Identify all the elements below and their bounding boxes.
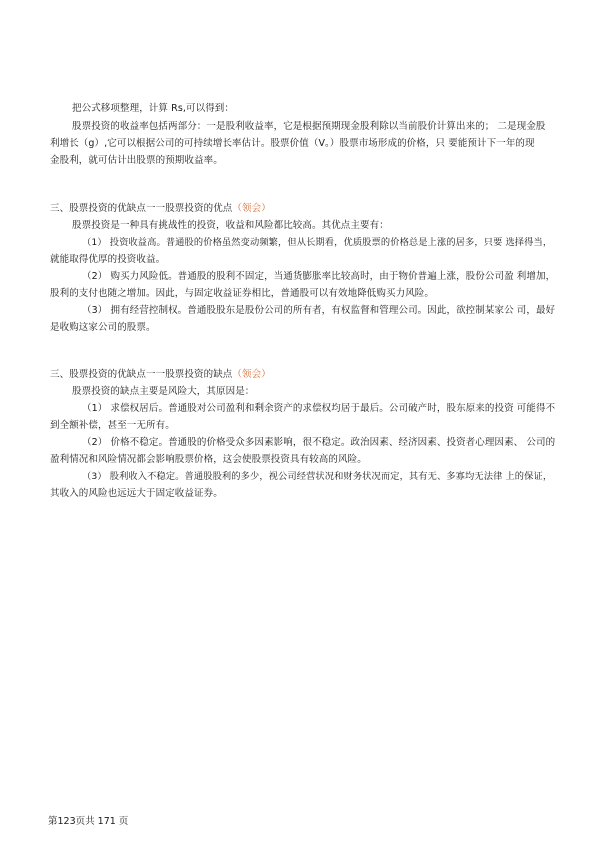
advantages-heading-tag: （领会） [232,203,271,214]
disadvantages-heading-text: 三、股票投资的优缺点一一股票投资的缺点 [50,369,233,380]
page-number-footer: 第123页共 171 页 [48,816,129,827]
advantage-item-3-line-1: （3） 拥有经营控制权。普通股股东是股份公司的所有者，有权监督和管理公司。因此，欲控制某家公 司，最好 [82,305,556,316]
disadvantage-item-3-line-1: （3） 股利收入不稳定。普通股股利的多少，视公司经营状况和财务状况而定，其有无、多寡均无法律 上的保证， [82,471,553,482]
advantages-heading-text: 三、股票投资的优缺点一一股票投资的优点 [50,203,233,214]
disadvantage-item-2-line-1: （2） 价格不稳定。普通股的价格受众多因素影响，很不稳定。政治因素、经济因素、投资者心理因素、 公司的 [82,437,556,448]
disadvantage-item-1-line-2: 到全额补偿，甚至一无所有。 [50,420,175,431]
return-composition-line-3: 金股利，就可估计出股票的预期收益率。 [50,155,223,166]
disadvantages-heading-tag: （领会） [232,369,271,380]
disadvantages-heading [50,368,271,381]
advantage-item-1-line-2: 就能取得优厚的投资收益。 [50,254,166,265]
advantages-intro: 股票投资是一种具有挑战性的投资，收益和风险都比较高。其优点主要有： [72,220,389,231]
disadvantage-item-2-line-2: 盈利情况和风险情况都会影响股票价格，这会使股票投资具有较高的风险。 [50,454,367,465]
advantages-heading [50,202,271,215]
advantage-item-2-line-1: （2） 购买力风险低。普通股的股利不固定，当通货膨胀率比较高时，由于物价普遍上涨，股份公司盈 利增加， [82,271,556,282]
disadvantage-item-1-line-1: （1） 求偿权居后。普通股对公司盈利和剩余资产的求偿权均居于最后。公司破产时，股东原来的投资 可能得不 [82,403,556,414]
advantage-item-3-line-2: 是收购这家公司的股票。 [50,322,156,333]
disadvantage-item-3-line-2: 其收入的风险也远远大于固定收益证券。 [50,488,223,499]
disadvantages-intro: 股票投资的缺点主要是风险大，其原因是： [72,386,255,397]
advantage-item-2-line-2: 股利的支付也随之增加。因此，与固定收益证券相比，普通股可以有效地降低购买力风险。 [50,288,435,299]
return-composition-line-2: 利增长（g）,它可以根据公司的可持续增长率估计。股票价值（V。）股票市场形成的价格，只 要能预计下一年的现 [50,138,535,149]
formula-rearrange-text: 把公式移项整理，计算 Rs,可以得到： [72,103,234,114]
advantage-item-1-line-1: （1） 投资收益高。普通股的价格虽然变动频繁，但从长期看，优质股票的价格总是上涨的居多，只要 选择得当， [82,237,553,248]
return-composition-line-1: 股票投资的收益率包括两部分：一是股利收益率，它是根据预期现金股利除以当前股价计算出来的； 二是现金股 [72,121,546,132]
